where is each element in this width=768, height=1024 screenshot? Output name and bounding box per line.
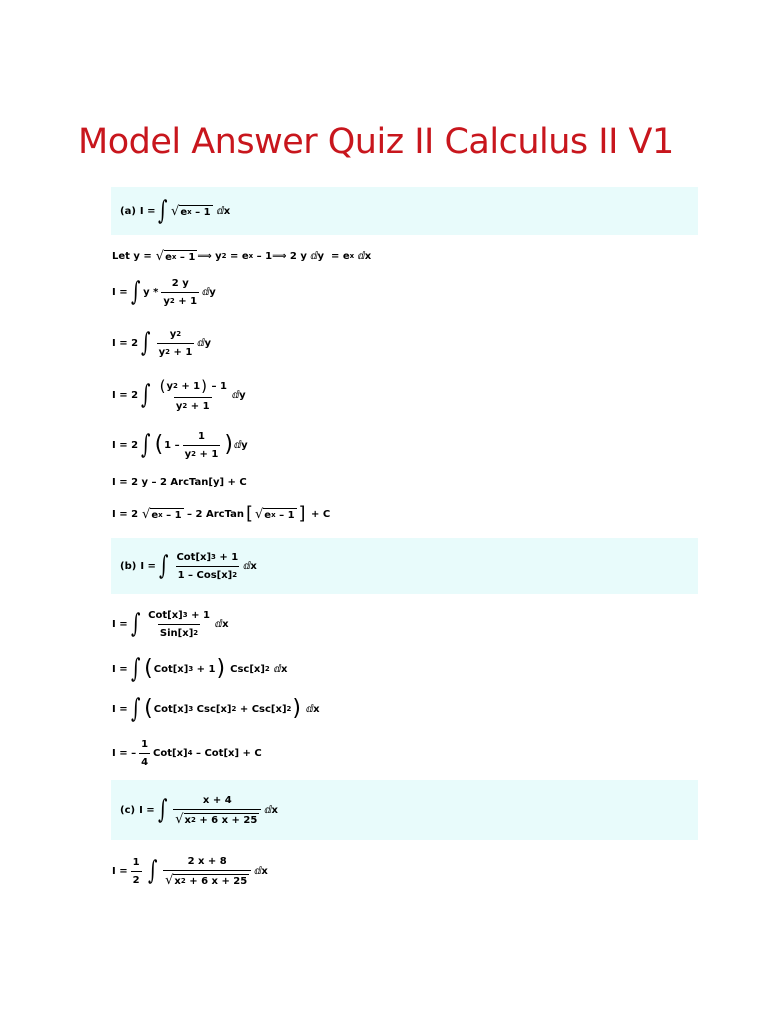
sqrt: √ x 2 + 6 x + 25 — [175, 811, 258, 827]
radicand-rest: – 1 — [191, 206, 211, 218]
lhs: I = — [112, 663, 128, 675]
lhs: I = 2 — [112, 337, 139, 349]
question-label: (c) — [120, 804, 136, 816]
text: Csc[x] — [193, 703, 232, 715]
numerator: – 1 — [208, 380, 227, 392]
lhs: I = — [112, 286, 128, 298]
step-b-1 — [112, 603, 229, 645]
differential: ⅆy — [202, 286, 216, 298]
radicand-rest: – 1 — [162, 509, 182, 521]
step-b-3: I = ∫ ( Cot[x] 3 Csc[x] 2 + Csc[x] 2 ) ⅆx — [112, 694, 320, 724]
numerator: Cot[x] — [176, 551, 212, 563]
differential: ⅆx — [243, 560, 257, 572]
integral-icon: ∫ — [158, 551, 169, 581]
denominator: Sin[x] — [159, 627, 194, 639]
denominator: y — [158, 346, 166, 358]
differential: ⅆx — [214, 618, 229, 630]
lhs: I = – — [112, 747, 137, 759]
numerator: y — [169, 328, 177, 340]
fraction — [139, 739, 150, 768]
text: = e — [226, 250, 249, 262]
denominator: y — [175, 400, 183, 412]
step-b-2: I = ∫ ( Cot[x] 3 + 1 ) Csc[x] 2 ⅆx — [112, 654, 288, 684]
numerator: + 1 — [187, 609, 210, 621]
question-label: (b) — [120, 560, 137, 572]
integral-icon: ∫ — [141, 328, 151, 358]
lhs: I = 2 — [112, 439, 139, 451]
paren: ( — [144, 696, 153, 721]
text: Let y = — [112, 250, 152, 262]
question-b — [120, 545, 257, 587]
differential: ⅆx — [306, 703, 320, 715]
paren: ( — [159, 376, 166, 395]
fraction: Cot[x] 3 + 1 Sin[x] 2 — [148, 609, 210, 639]
numerator: 1 — [132, 856, 140, 868]
step-b-4: I = – $\frac{1}{4}$ Cot[x] 4 – Cot[x] + C — [112, 738, 262, 768]
fraction: 2 y y 2 + 1 — [163, 277, 198, 307]
step-a-let: Let y = √ e x – 1 ⟹ y 2 = e x – 1 ⟹ 2 y ⅆy = e x ⅆx — [112, 248, 372, 264]
numerator: + 1 — [177, 380, 201, 392]
text: y * — [143, 286, 159, 298]
radicand-rest: – 1 — [176, 251, 196, 263]
step-c-1 — [112, 848, 268, 894]
differential: ⅆx — [216, 205, 231, 217]
text: Csc[x] — [230, 663, 265, 675]
paren: ) — [216, 656, 226, 681]
numerator: + 1 — [215, 551, 239, 563]
integral-icon: ∫ — [158, 196, 168, 226]
question-c — [120, 787, 278, 833]
denominator: + 1 — [174, 295, 198, 307]
paren: ( — [144, 656, 153, 681]
radicand-rest: – 1 — [275, 509, 295, 521]
question-label: (a) — [120, 205, 136, 217]
numerator: x + 4 — [202, 794, 232, 806]
differential: ⅆx — [264, 804, 278, 816]
integral-icon: ∫ — [130, 694, 141, 724]
denominator: 4 — [141, 756, 149, 768]
fraction — [131, 857, 142, 886]
fraction: Cot[x] 3 + 1 1 – Cos[x] 2 — [176, 551, 239, 581]
bracket: [ — [245, 503, 253, 524]
integral-icon: ∫ — [157, 795, 168, 825]
step-a-2 — [112, 323, 211, 363]
radicand-rest: + 6 x + 25 — [185, 875, 248, 887]
sqrt: √ e x – 1 — [171, 203, 211, 219]
question-a — [120, 197, 230, 225]
fraction: 1 y 2 + 1 — [184, 430, 219, 460]
radicand-base: e — [151, 509, 159, 521]
differential: ⅆx — [273, 663, 288, 675]
numerator: 1 — [141, 738, 149, 750]
radicand-base: e — [165, 251, 172, 263]
numerator: y — [166, 380, 173, 392]
page-title: Model Answer Quiz II Calculus II V1 — [78, 122, 674, 162]
numerator: 2 y — [171, 277, 189, 289]
text: Cot[x] — [153, 703, 189, 715]
denominator: + 1 — [169, 346, 193, 358]
bracket: ] — [298, 503, 306, 524]
step-a-4 — [112, 424, 248, 466]
lhs: I = — [139, 804, 155, 816]
fraction — [163, 856, 251, 887]
text: 1 – — [164, 439, 180, 451]
numerator: 1 — [198, 430, 205, 442]
paren: ) — [201, 376, 208, 395]
denominator: 2 — [132, 874, 140, 886]
lhs: I = — [139, 205, 156, 217]
integral-icon: ∫ — [141, 430, 151, 460]
radicand-rest: + 6 x + 25 — [195, 814, 258, 826]
numerator: 2 x + 8 — [187, 855, 227, 867]
fraction — [173, 795, 261, 826]
text: + C — [307, 508, 331, 520]
lhs: I = — [112, 865, 128, 877]
text: Cot[x] — [153, 663, 189, 675]
integral-icon: ∫ — [130, 654, 141, 684]
text: ⟹ y — [197, 250, 222, 262]
integral-icon: ∫ — [147, 856, 158, 886]
differential: ⅆy — [231, 389, 246, 401]
denominator: y — [184, 448, 192, 460]
lhs: I = — [112, 703, 128, 715]
lhs: I = — [112, 618, 128, 630]
fraction: y 2 y 2 + 1 — [158, 328, 193, 358]
radicand-base: x — [174, 875, 181, 887]
denominator: 1 – Cos[x] — [177, 569, 233, 581]
step-a-1 — [112, 272, 216, 312]
lhs: I = 2 — [112, 389, 139, 401]
text: ⅆx — [354, 250, 372, 262]
differential: ⅆy — [197, 337, 211, 349]
radicand-base: x — [184, 814, 191, 826]
sqrt: √ x 2 + 6 x + 25 — [165, 872, 248, 888]
fraction: ( y 2 + 1 ) – 1 y 2 + 1 — [159, 376, 227, 412]
radicand-base: e — [264, 509, 272, 521]
text: – Cot[x] + C — [192, 747, 262, 759]
integral-icon: ∫ — [130, 609, 141, 639]
paren: ( — [154, 432, 164, 457]
lhs: I = — [140, 560, 156, 572]
lhs: I = 2 — [112, 508, 139, 520]
step-a-3 — [112, 374, 246, 416]
denominator: + 1 — [187, 400, 210, 412]
sqrt: √ e x – 1 — [142, 506, 182, 522]
numerator: Cot[x] — [148, 609, 183, 621]
integral-icon: ∫ — [141, 380, 151, 410]
text: + Csc[x] — [236, 703, 287, 715]
paren: ) — [292, 696, 301, 721]
text: Cot[x] — [153, 747, 188, 759]
differential: ⅆx — [254, 865, 268, 877]
denominator: + 1 — [196, 448, 219, 460]
radicand-base: e — [180, 206, 188, 218]
differential: ⅆy — [233, 439, 248, 451]
text: + 1 — [193, 663, 216, 675]
text: – 1 — [253, 250, 273, 262]
denominator: y — [163, 295, 170, 307]
step-a-6 — [112, 502, 330, 526]
paren: ) — [224, 432, 233, 457]
step-a-5 — [112, 474, 247, 490]
sqrt: √ e x – 1 — [255, 506, 295, 522]
text: I = 2 y – 2 ArcTan[y] + C — [112, 476, 247, 488]
text: ⟹ 2 y ⅆy = e — [272, 250, 350, 262]
sqrt: √ e x – 1 — [155, 248, 196, 264]
text: – 2 ArcTan — [183, 508, 244, 520]
integral-icon: ∫ — [130, 277, 141, 307]
